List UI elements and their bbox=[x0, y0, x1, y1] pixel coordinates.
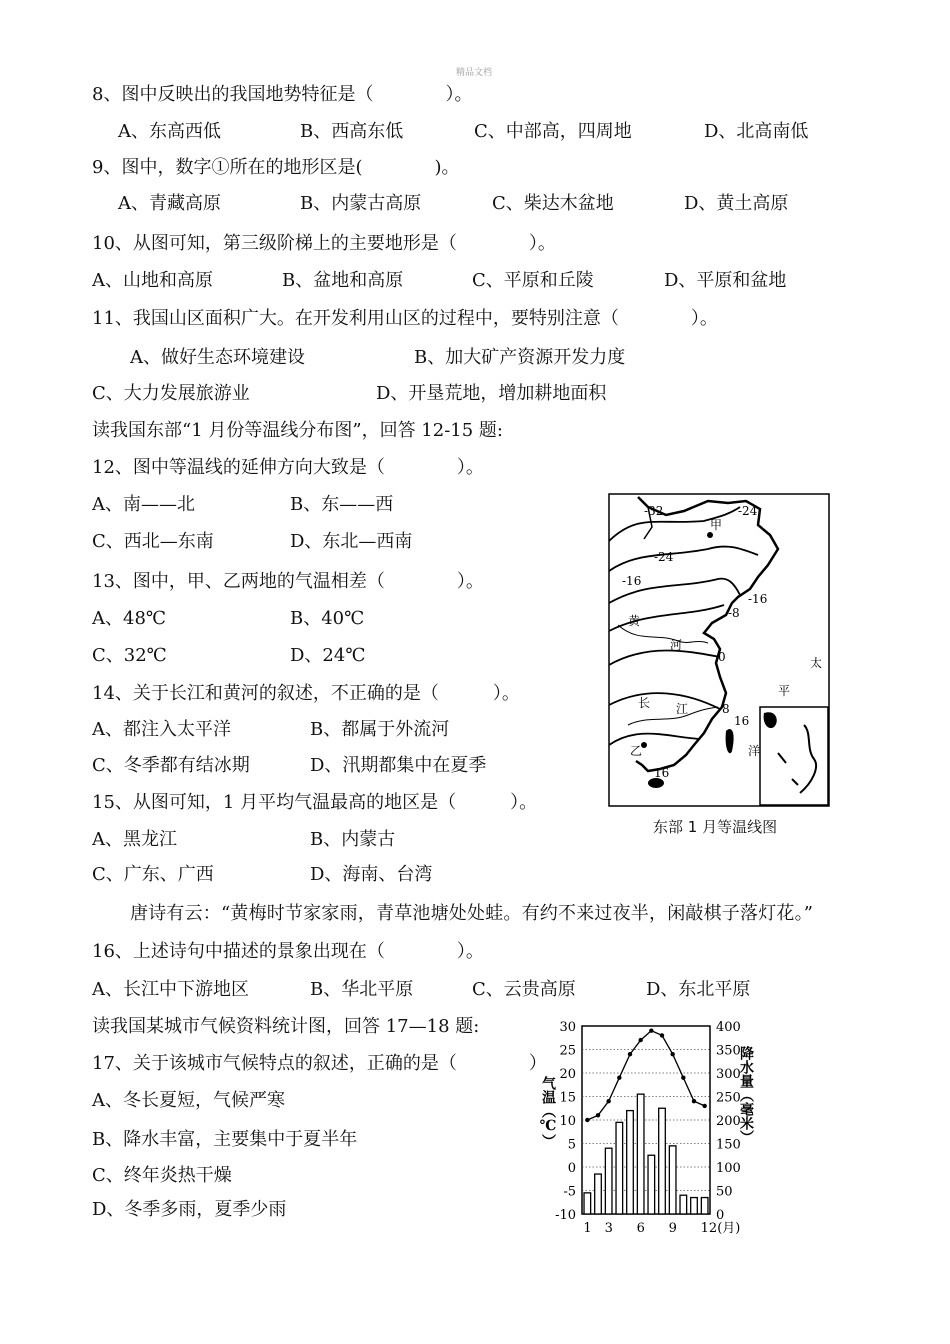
option-14c: C、冬季都有结冰期 bbox=[92, 755, 250, 776]
y-left-tick-label: -5 bbox=[563, 1184, 576, 1200]
y-right-tick-label: 200 bbox=[716, 1114, 741, 1129]
option-17b: B、降水丰富，主要集中于夏半年 bbox=[92, 1129, 358, 1150]
place-yi: 乙 bbox=[630, 744, 643, 758]
option-14a: A、都注入太平洋 bbox=[92, 719, 231, 740]
option-12d: D、东北—西南 bbox=[290, 531, 413, 552]
iso-label-16-bottom: 16 bbox=[654, 766, 670, 780]
point-jia bbox=[707, 532, 713, 538]
y-left-tick-label: 15 bbox=[559, 1090, 576, 1106]
temperature-point bbox=[617, 1076, 621, 1080]
y-right-tick-label: 300 bbox=[716, 1067, 741, 1082]
option-8c: C、中部高，四周地 bbox=[474, 121, 632, 142]
y-left-tick-label: 30 bbox=[559, 1020, 576, 1035]
y-right-tick-label: 250 bbox=[716, 1090, 741, 1106]
precip-bar bbox=[584, 1193, 591, 1214]
poem: 唐诗有云：“黄梅时节家家雨，青草池塘处处蛙。有约不来过夜半，闲敲棋子落灯花。” bbox=[130, 903, 814, 924]
temperature-line bbox=[587, 1031, 704, 1120]
y-right-tick-label: 0 bbox=[716, 1208, 725, 1223]
map-caption: 东部 1 月等温线图 bbox=[653, 818, 778, 836]
y-left-tick-label: -10 bbox=[555, 1208, 576, 1223]
temperature-point bbox=[692, 1099, 696, 1103]
iso-label-m32: -32 bbox=[644, 504, 664, 518]
y-left-tick-label: 10 bbox=[559, 1114, 576, 1129]
question-9: 9、图中，数字①所在的地形区是( )。 bbox=[92, 157, 460, 178]
option-15b: B、内蒙古 bbox=[310, 829, 396, 850]
option-13b: B、40℃ bbox=[290, 608, 365, 629]
option-17a: A、冬长夏短，气候严寒 bbox=[92, 1090, 285, 1111]
option-15d: D、海南、台湾 bbox=[310, 864, 433, 885]
x-tick-label: 1 bbox=[583, 1221, 592, 1236]
option-14d: D、汛期都集中在夏季 bbox=[310, 755, 487, 776]
place-ping: 平 bbox=[778, 684, 791, 698]
ylabel-left: 气温（℃） bbox=[540, 1076, 556, 1148]
temperature-point bbox=[660, 1033, 664, 1037]
y-left-tick-label: 0 bbox=[567, 1161, 576, 1176]
precip-bar bbox=[616, 1122, 623, 1214]
temperature-point bbox=[585, 1118, 589, 1122]
place-huang: 黄 bbox=[628, 614, 641, 628]
option-8d: D、北高南低 bbox=[704, 121, 809, 142]
y-right-tick-label: 350 bbox=[716, 1043, 741, 1059]
temperature-point bbox=[606, 1099, 610, 1103]
option-10d: D、平原和盆地 bbox=[664, 270, 787, 291]
place-jia: 甲 bbox=[710, 518, 723, 532]
option-16a: A、长江中下游地区 bbox=[92, 979, 249, 1000]
option-10c: C、平原和丘陵 bbox=[472, 270, 594, 291]
option-12b: B、东——西 bbox=[290, 494, 394, 515]
question-12: 12、图中等温线的延伸方向大致是（ ）。 bbox=[92, 457, 484, 478]
climate-chart bbox=[540, 1018, 780, 1240]
precip-bar bbox=[659, 1108, 666, 1214]
option-11c: C、大力发展旅游业 bbox=[92, 383, 250, 404]
place-chang: 长 bbox=[638, 696, 651, 710]
option-9a: A、青藏高原 bbox=[118, 193, 221, 214]
option-11d: D、开垦荒地，增加耕地面积 bbox=[376, 383, 607, 404]
ylabel-right: 降水量（毫米） bbox=[738, 1046, 754, 1144]
question-17: 17、关于该城市气候特点的叙述，正确的是（ ） bbox=[92, 1053, 547, 1074]
x-tick-label: 9 bbox=[668, 1221, 677, 1236]
question-13: 13、图中，甲、乙两地的气温相差（ ）。 bbox=[92, 571, 484, 592]
option-9c: C、柴达木盆地 bbox=[492, 193, 614, 214]
precip-bar bbox=[669, 1146, 676, 1214]
header-mark: 精品文档 bbox=[456, 68, 493, 78]
y-left-tick-label: 20 bbox=[559, 1067, 576, 1082]
option-13c: C、32℃ bbox=[92, 645, 167, 666]
iso-label-8: 8 bbox=[722, 702, 730, 716]
precip-bar bbox=[595, 1174, 602, 1214]
temperature-point bbox=[638, 1038, 642, 1042]
option-12c: C、西北—东南 bbox=[92, 531, 214, 552]
place-tai: 太 bbox=[810, 656, 823, 670]
option-8b: B、西高东低 bbox=[300, 121, 404, 142]
iso-label-m24-mid: -24 bbox=[654, 550, 674, 564]
iso-label-m24-top: -24 bbox=[738, 504, 758, 518]
iso-label-m16-left: -16 bbox=[622, 574, 642, 588]
option-12a: A、南——北 bbox=[92, 494, 195, 515]
precip-bar bbox=[648, 1155, 655, 1214]
x-tick-label: 3 bbox=[604, 1221, 613, 1236]
option-16b: B、华北平原 bbox=[310, 979, 414, 1000]
option-15a: A、黑龙江 bbox=[92, 829, 177, 850]
temperature-point bbox=[596, 1113, 600, 1117]
option-8a: A、东高西低 bbox=[118, 121, 221, 142]
iso-label-m8: -8 bbox=[728, 606, 740, 620]
place-yang: 洋 bbox=[748, 744, 761, 758]
option-17d: D、冬季多雨，夏季少雨 bbox=[92, 1199, 287, 1220]
option-11b: B、加大矿产资源开发力度 bbox=[414, 347, 626, 368]
option-13d: D、24℃ bbox=[290, 645, 366, 666]
y-left-tick-label: 25 bbox=[559, 1043, 576, 1059]
option-10b: B、盆地和高原 bbox=[282, 270, 404, 291]
precip-bar bbox=[701, 1198, 708, 1214]
place-jiang: 江 bbox=[676, 702, 689, 716]
temperature-point bbox=[670, 1052, 674, 1056]
option-15c: C、广东、广西 bbox=[92, 864, 214, 885]
intro-17-18: 读我国某城市气候资料统计图，回答 17—18 题: bbox=[92, 1016, 480, 1037]
place-he: 河 bbox=[670, 638, 683, 652]
option-14b: B、都属于外流河 bbox=[310, 719, 450, 740]
question-10: 10、从图可知，第三级阶梯上的主要地形是（ ）。 bbox=[92, 233, 556, 254]
precip-bar bbox=[691, 1198, 698, 1214]
precip-bar bbox=[605, 1148, 612, 1214]
y-right-tick-label: 400 bbox=[716, 1020, 741, 1035]
question-11: 11、我国山区面积广大。在开发利用山区的过程中，要特别注意（ ）。 bbox=[92, 308, 718, 329]
question-15: 15、从图可知，1 月平均气温最高的地区是（ ）。 bbox=[92, 792, 538, 813]
option-11a: A、做好生态环境建设 bbox=[130, 347, 305, 368]
precip-bar bbox=[680, 1195, 687, 1214]
temperature-point bbox=[649, 1029, 653, 1033]
option-9b: B、内蒙古高原 bbox=[300, 193, 422, 214]
temperature-point bbox=[681, 1076, 685, 1080]
y-right-tick-label: 50 bbox=[716, 1184, 733, 1200]
iso-label-16-right: 16 bbox=[734, 714, 750, 728]
y-right-tick-label: 150 bbox=[716, 1137, 741, 1153]
option-9d: D、黄土高原 bbox=[684, 193, 789, 214]
option-17c: C、终年炎热干燥 bbox=[92, 1165, 232, 1186]
question-16: 16、上述诗句中描述的景象出现在（ ）。 bbox=[92, 941, 484, 962]
x-tick-label: 12(月) bbox=[700, 1221, 741, 1236]
intro-12-15: 读我国东部“1 月份等温线分布图”，回答 12-15 题: bbox=[92, 420, 503, 441]
option-13a: A、48℃ bbox=[92, 608, 167, 629]
precip-bar bbox=[627, 1111, 634, 1214]
option-10a: A、山地和高原 bbox=[92, 270, 213, 291]
y-right-tick-label: 100 bbox=[716, 1161, 741, 1176]
y-left-tick-label: 5 bbox=[567, 1137, 576, 1153]
temperature-point bbox=[628, 1052, 632, 1056]
iso-label-m16-right: -16 bbox=[748, 592, 768, 606]
temperature-point bbox=[702, 1104, 706, 1108]
isotherm-map bbox=[608, 493, 830, 807]
iso-label-0: 0 bbox=[718, 650, 726, 664]
question-14: 14、关于长江和黄河的叙述，不正确的是（ ）。 bbox=[92, 683, 520, 704]
precip-bar bbox=[637, 1094, 644, 1214]
option-16d: D、东北平原 bbox=[646, 979, 751, 1000]
question-8: 8、图中反映出的我国地势特征是（ ）。 bbox=[92, 84, 473, 105]
x-tick-label: 6 bbox=[636, 1221, 645, 1236]
option-16c: C、云贵高原 bbox=[472, 979, 576, 1000]
